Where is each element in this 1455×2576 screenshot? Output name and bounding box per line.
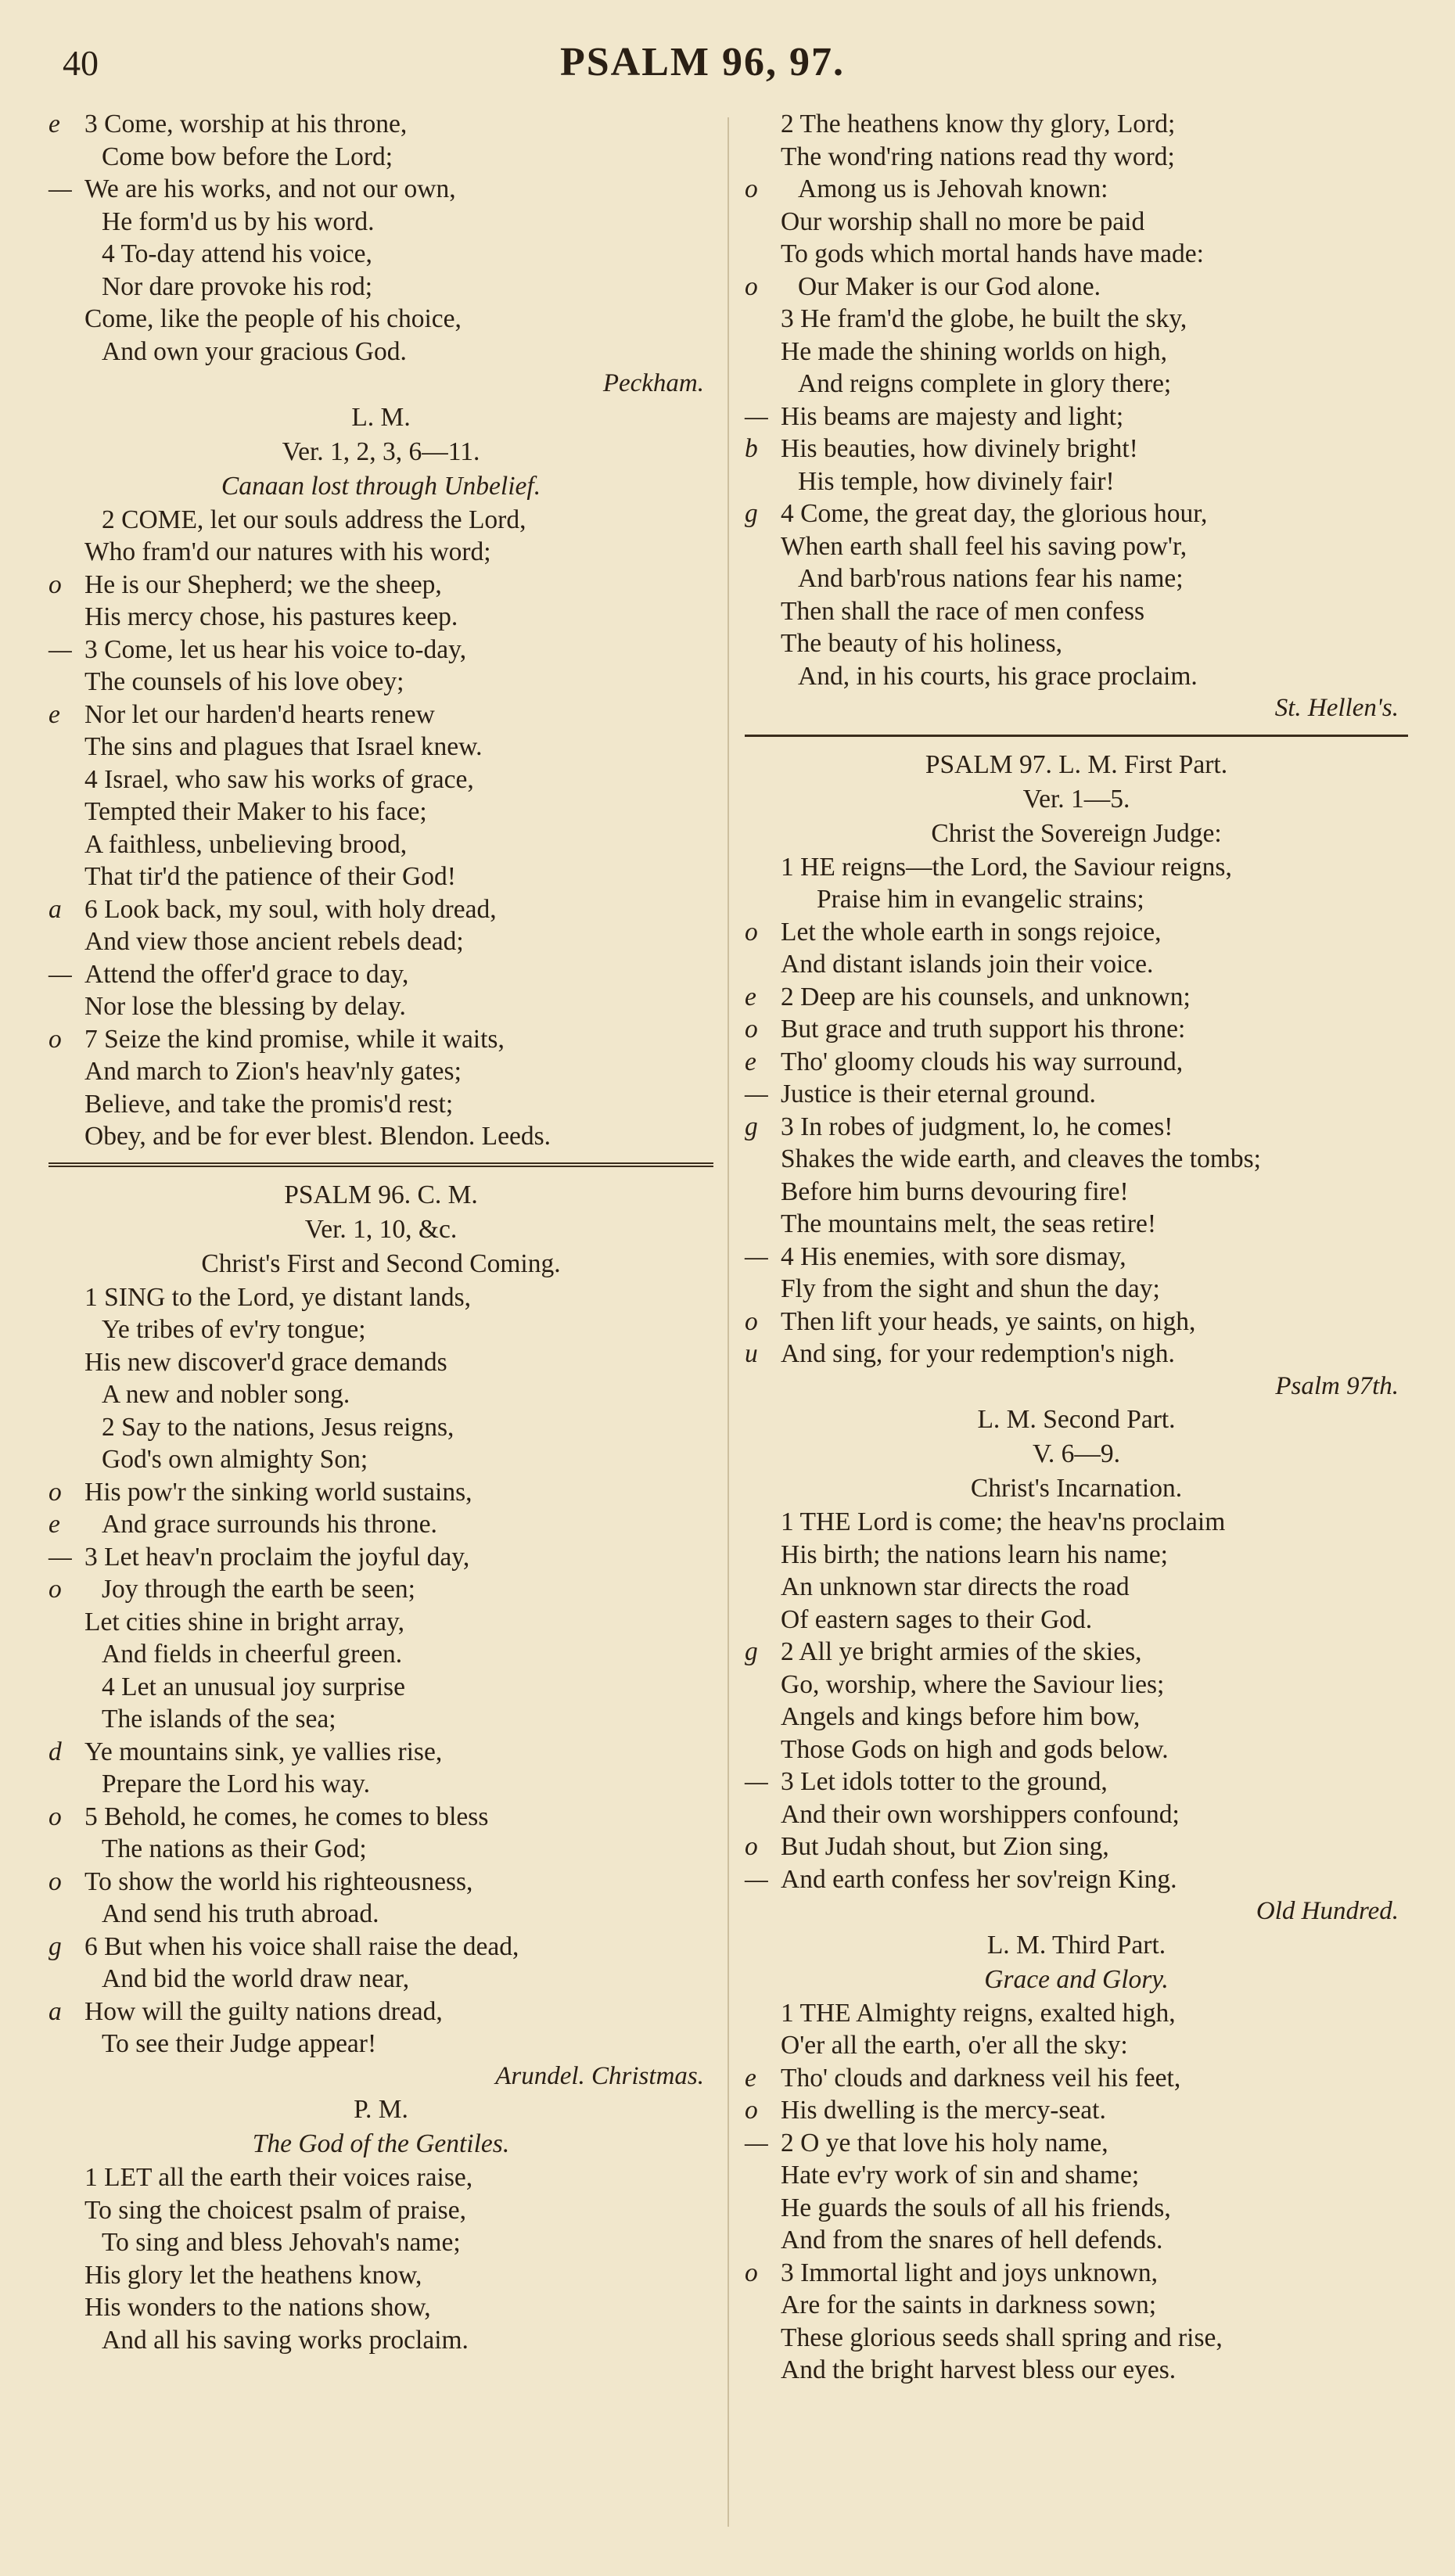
verse-text: 3 Come, worship at his throne, <box>84 110 408 138</box>
dynamic-marking: g <box>745 499 758 528</box>
column-divider <box>728 117 729 2527</box>
verse-line <box>745 1306 1408 1338</box>
dynamic-marking: — <box>745 2128 768 2157</box>
dynamic-marking: g <box>745 1112 758 1141</box>
verse-line <box>48 1866 713 1899</box>
verse-text: Fly from the sight and shun the day; <box>781 1274 1160 1303</box>
verse-line <box>745 1046 1408 1079</box>
verse-line <box>745 368 1408 401</box>
verse-text: His beauties, how divinely bright! <box>781 434 1138 463</box>
verse-text: God's own almighty Son; <box>102 1445 368 1474</box>
section-heading: PSALM 97. L. M. First Part. <box>925 749 1228 779</box>
verse-line <box>48 303 713 336</box>
verse-line <box>745 465 1408 498</box>
dynamic-marking: u <box>745 1339 758 1368</box>
verse-text: To show the world his righteousness, <box>84 1866 473 1896</box>
verse-text: 1 THE Almighty reigns, exalted high, <box>781 1998 1176 2028</box>
tune-name: Arundel. Christmas. <box>495 2061 704 2090</box>
verse-text: Tempted their Maker to his face; <box>84 797 427 826</box>
page-number: 40 <box>63 43 99 83</box>
verse-line <box>745 2127 1408 2160</box>
verse-text: Attend the offer'd grace to day, <box>84 959 409 989</box>
verse-line <box>745 1798 1408 1831</box>
dynamic-marking: e <box>48 1510 60 1539</box>
verse-text: We are his works, and not our own, <box>84 174 456 203</box>
verse-line <box>745 271 1408 304</box>
dynamic-marking: — <box>745 1864 768 1894</box>
verse-line <box>745 1143 1408 1176</box>
verse-text: Praise him in evangelic strains; <box>817 885 1144 914</box>
verse-line <box>48 1443 713 1476</box>
verse-text: Justice is their eternal ground. <box>781 1080 1096 1108</box>
verse-line <box>745 660 1408 693</box>
verse-text: And, in his courts, his grace proclaim. <box>798 661 1198 691</box>
verse-line <box>745 1831 1408 1863</box>
verse-line <box>745 1734 1408 1766</box>
verse-text: And distant islands join their voice. <box>781 950 1154 979</box>
verse-line <box>48 1963 713 1996</box>
verse-line <box>48 173 713 206</box>
verse-text: He made the shining worlds on high, <box>781 336 1168 366</box>
page-title: PSALM 96, 97. <box>560 40 845 84</box>
dynamic-marking: e <box>48 110 60 138</box>
verse-text: Obey, and be for ever blest. Blendon. Leeds. <box>84 1122 551 1151</box>
section-heading: Christ's First and Second Coming. <box>201 1248 561 1278</box>
dynamic-marking: — <box>48 959 72 989</box>
verse-text: And barb'rous nations fear his name; <box>798 564 1184 593</box>
verse-line <box>745 1506 1408 1539</box>
verse-text: 2 COME, let our souls address the Lord, <box>102 505 526 534</box>
verse-line <box>48 569 713 602</box>
verse-text: 4 To-day attend his voice, <box>102 239 372 268</box>
dynamic-marking: o <box>745 271 758 301</box>
verse-text: Our worship shall no more be paid <box>781 207 1145 236</box>
verse-text: And sing, for your redemption's nigh. <box>781 1339 1175 1368</box>
verse-line <box>48 1833 713 1866</box>
verse-line <box>48 141 713 174</box>
section-rule <box>745 735 1408 737</box>
verse-text: 3 In robes of judgment, lo, he comes! <box>781 1112 1173 1141</box>
verse-line <box>745 206 1408 239</box>
verse-text: The nations as their God; <box>102 1834 367 1863</box>
dynamic-marking: o <box>48 1866 62 1896</box>
verse-line <box>745 2354 1408 2387</box>
verse-line <box>745 498 1408 530</box>
verse-text: And view those ancient rebels dead; <box>84 927 464 956</box>
verse-text: Come, like the people of his choice, <box>84 304 462 333</box>
verse-line <box>48 1476 713 1509</box>
verse-line <box>745 1571 1408 1604</box>
verse-line <box>48 2324 713 2357</box>
verse-text: To sing the choicest psalm of praise, <box>84 2195 466 2225</box>
dynamic-marking: o <box>745 1832 758 1861</box>
verse-line <box>48 271 713 304</box>
verse-text: Then lift your heads, ye saints, on high, <box>781 1306 1196 1336</box>
dynamic-marking: e <box>48 699 60 729</box>
verse-text: And march to Zion's heav'nly gates; <box>84 1057 462 1086</box>
verse-line <box>48 1768 713 1801</box>
left-column <box>48 108 713 2356</box>
verse-text: The beauty of his holiness, <box>781 629 1063 658</box>
verse-line <box>745 2257 1408 2290</box>
verse-text: 4 Let an unusual joy surprise <box>102 1672 405 1701</box>
verse-text: When earth shall feel his saving pow'r, <box>781 531 1187 561</box>
verse-text: 1 LET all the earth their voices raise, <box>84 2163 473 2192</box>
verse-line <box>48 238 713 271</box>
section-heading: Christ the Sovereign Judge: <box>931 818 1222 848</box>
verse-text: Joy through the earth be seen; <box>102 1575 415 1604</box>
verse-line <box>745 2192 1408 2225</box>
verse-line <box>745 595 1408 628</box>
verse-text: And their own worshippers confound; <box>781 1799 1180 1829</box>
verse-text: 4 His enemies, with sore dismay, <box>781 1241 1126 1271</box>
verse-text: 4 Israel, who saw his works of grace, <box>84 764 474 794</box>
verse-text: Our Maker is our God alone. <box>798 271 1101 301</box>
section-heading: P. M. <box>354 2095 408 2124</box>
verse-text: And the bright harvest bless our eyes. <box>781 2355 1177 2384</box>
verse-line <box>48 2259 713 2292</box>
verse-text: To see their Judge appear! <box>102 2029 377 2058</box>
verse-line <box>48 1703 713 1736</box>
verse-line <box>745 141 1408 174</box>
verse-line <box>48 666 713 699</box>
verse-line <box>48 1120 713 1153</box>
verse-text: Hate ev'ry work of sin and shame; <box>781 2161 1140 2190</box>
verse-text: Come bow before the Lord; <box>102 142 393 171</box>
verse-text: He form'd us by his word. <box>102 207 375 236</box>
verse-text: His pow'r the sinking world sustains, <box>84 1477 472 1507</box>
dynamic-marking: a <box>48 1996 62 2026</box>
dynamic-marking: o <box>48 1575 62 1604</box>
verse-line <box>48 828 713 861</box>
verse-text: The islands of the sea; <box>102 1705 336 1734</box>
verse-text: And from the snares of hell defends. <box>781 2226 1163 2254</box>
dynamic-marking: — <box>48 634 72 664</box>
verse-line <box>745 916 1408 949</box>
verse-line <box>48 2226 713 2259</box>
verse-line <box>48 1281 713 1314</box>
verse-text: 1 HE reigns—the Lord, the Saviour reigns, <box>781 852 1232 882</box>
verse-text: Who fram'd our natures with his word; <box>84 537 491 566</box>
verse-text: A faithless, unbelieving brood, <box>84 829 408 859</box>
verse-text: Those Gods on high and gods below. <box>781 1734 1169 1764</box>
dynamic-marking: — <box>745 1080 768 1108</box>
verse-line <box>745 1701 1408 1734</box>
verse-text: That tir'd the patience of their God! <box>84 862 456 891</box>
verse-line <box>48 108 713 141</box>
verse-text: Angels and kings before him bow, <box>781 1702 1141 1731</box>
verse-text: But Judah shout, but Zion sing, <box>781 1832 1109 1861</box>
section-heading: PSALM 96. C. M. <box>284 1180 478 1209</box>
verse-line <box>745 238 1408 271</box>
section-heading: The God of the Gentiles. <box>252 2129 510 2158</box>
dynamic-marking: b <box>745 434 758 463</box>
dynamic-marking: o <box>745 1015 758 1044</box>
verse-text: 6 But when his voice shall raise the dead, <box>84 1931 519 1961</box>
section-heading: Ver. 1—5. <box>1022 784 1130 814</box>
verse-line <box>48 1931 713 1963</box>
verse-line <box>745 2094 1408 2127</box>
tune-name: Peckham. <box>602 369 704 397</box>
verse-text: He guards the souls of all his friends, <box>781 2193 1171 2222</box>
verse-text: Among us is Jehovah known: <box>798 174 1108 203</box>
verse-line <box>48 1346 713 1379</box>
verse-line <box>745 2224 1408 2257</box>
right-column <box>745 108 1408 2387</box>
verse-line <box>48 504 713 537</box>
verse-line <box>48 1898 713 1931</box>
verse-line <box>48 925 713 958</box>
dynamic-marking: — <box>745 1241 768 1271</box>
verse-text: 5 Behold, he comes, he comes to bless <box>84 1802 489 1831</box>
verse-line <box>48 1573 713 1606</box>
verse-line <box>745 851 1408 884</box>
verse-line <box>745 1013 1408 1046</box>
section-heading: L. M. Third Part. <box>986 1930 1166 1960</box>
verse-line <box>745 627 1408 660</box>
verse-text: Nor dare provoke his rod; <box>102 271 373 301</box>
verse-line <box>48 1313 713 1346</box>
verse-line <box>48 2161 713 2194</box>
verse-text: Then shall the race of men confess <box>781 596 1145 626</box>
verse-text: Are for the saints in darkness sown; <box>781 2290 1157 2319</box>
verse-text: The mountains melt, the seas retire! <box>781 1209 1157 1238</box>
verse-text: 7 Seize the kind promise, while it waits, <box>84 1024 505 1054</box>
verse-text: The sins and plagues that Israel knew. <box>84 732 483 761</box>
verse-text: 1 THE Lord is come; the heav'ns proclaim <box>781 1507 1226 1536</box>
verse-text: To gods which mortal hands have made: <box>781 239 1204 268</box>
verse-line <box>745 948 1408 981</box>
dynamic-marking: g <box>48 1931 62 1961</box>
verse-line <box>48 1541 713 1574</box>
verse-line <box>48 1088 713 1121</box>
verse-line <box>48 2291 713 2324</box>
verse-text: He is our Shepherd; we the sheep, <box>84 569 442 599</box>
verse-line <box>48 1736 713 1769</box>
verse-text: An unknown star directs the road <box>781 1572 1130 1601</box>
verse-line <box>48 1378 713 1411</box>
verse-text: 3 Let heav'n proclaim the joyful day, <box>84 1542 470 1572</box>
verse-text: Tho' clouds and darkness veil his feet, <box>781 2063 1181 2093</box>
verse-line <box>48 1023 713 1056</box>
verse-text: The counsels of his love obey; <box>84 667 404 696</box>
verse-text: Nor let our harden'd hearts renew <box>84 699 435 729</box>
verse-text: 2 The heathens know thy glory, Lord; <box>781 110 1176 138</box>
dynamic-marking: o <box>745 1306 758 1336</box>
dynamic-marking: e <box>745 982 756 1011</box>
verse-line <box>48 893 713 926</box>
verse-line <box>745 1176 1408 1209</box>
verse-text: His wonders to the nations show, <box>84 2293 431 2322</box>
verse-text: Let the whole earth in songs rejoice, <box>781 917 1162 947</box>
verse-line <box>48 796 713 828</box>
verse-text: Tho' gloomy clouds his way surround, <box>781 1047 1184 1076</box>
verse-text: O'er all the earth, o'er all the sky: <box>781 2031 1128 2060</box>
verse-text: 2 O ye that love his holy name, <box>781 2128 1108 2157</box>
verse-line <box>745 981 1408 1014</box>
verse-line <box>745 1997 1408 2030</box>
dynamic-marking: e <box>745 2063 756 2093</box>
verse-line <box>745 562 1408 595</box>
section-heading: L. M. Second Part. <box>977 1405 1176 1434</box>
verse-line <box>48 1055 713 1088</box>
section-rule <box>48 1162 713 1167</box>
verse-line <box>48 601 713 634</box>
verse-line <box>745 433 1408 465</box>
verse-text: To sing and bless Jehovah's name; <box>102 2228 461 2257</box>
verse-line <box>48 336 713 368</box>
verse-text: The wond'ring nations read thy word; <box>781 142 1175 171</box>
verse-text: Nor lose the blessing by delay. <box>84 992 406 1021</box>
verse-line <box>745 2322 1408 2355</box>
dynamic-marking: o <box>745 2096 758 2125</box>
verse-line <box>745 401 1408 433</box>
verse-text: 3 Let idols totter to the ground, <box>781 1767 1108 1796</box>
verse-text: 2 All ye bright armies of the skies, <box>781 1637 1142 1666</box>
verse-text: 1 SING to the Lord, ye distant lands, <box>84 1282 472 1312</box>
verse-line <box>745 1766 1408 1798</box>
verse-text: 2 Say to the nations, Jesus reigns, <box>102 1412 454 1442</box>
verse-text: Shakes the wide earth, and cleaves the tombs; <box>781 1144 1261 1173</box>
dynamic-marking: o <box>48 1802 62 1831</box>
verse-line <box>745 1273 1408 1306</box>
verse-text: His beams are majesty and light; <box>781 401 1124 431</box>
verse-line <box>48 990 713 1023</box>
verse-line <box>745 883 1408 916</box>
dynamic-marking: o <box>48 569 62 599</box>
verse-text: Ye mountains sink, ye vallies rise, <box>84 1737 443 1766</box>
verse-text: And grace surrounds his throne. <box>102 1510 437 1539</box>
verse-line <box>745 1078 1408 1111</box>
verse-line <box>745 1338 1408 1371</box>
dynamic-marking: — <box>48 1542 72 1572</box>
verse-text: Prepare the Lord his way. <box>102 1769 370 1798</box>
verse-line <box>745 336 1408 368</box>
verse-line <box>745 1863 1408 1896</box>
verse-text: 2 Deep are his counsels, and unknown; <box>781 982 1191 1011</box>
verse-line <box>745 1208 1408 1241</box>
dynamic-marking: o <box>745 2258 758 2287</box>
verse-line <box>745 530 1408 563</box>
verse-text: But grace and truth support his throne: <box>781 1015 1186 1044</box>
verse-line <box>745 2289 1408 2322</box>
dynamic-marking: o <box>745 917 758 947</box>
dynamic-marking: d <box>48 1737 62 1766</box>
section-heading: Ver. 1, 10, &c. <box>304 1214 458 1244</box>
verse-text: A new and nobler song. <box>102 1380 350 1409</box>
verse-line <box>48 2194 713 2227</box>
verse-line <box>745 173 1408 206</box>
verse-text: His mercy chose, his pastures keep. <box>84 602 458 631</box>
verse-line <box>48 1801 713 1834</box>
verse-text: And bid the world draw near, <box>102 1964 410 1993</box>
verse-text: Ye tribes of ev'ry tongue; <box>102 1315 366 1344</box>
verse-text: Believe, and take the promis'd rest; <box>84 1089 454 1119</box>
verse-line <box>48 860 713 893</box>
verse-text: 3 Come, let us hear his voice to-day, <box>84 634 467 664</box>
verse-line <box>745 303 1408 336</box>
section-heading: Canaan lost through Unbelief. <box>221 471 541 501</box>
dynamic-marking: o <box>745 174 758 203</box>
verse-text: Let cities shine in bright array, <box>84 1607 405 1636</box>
verse-line <box>48 1411 713 1444</box>
verse-line <box>48 1996 713 2028</box>
verse-text: Go, worship, where the Saviour lies; <box>781 1669 1165 1699</box>
verse-text: These glorious seeds shall spring and rise, <box>781 2323 1223 2352</box>
verse-text: His birth; the nations learn his name; <box>781 1539 1168 1569</box>
verse-text: How will the guilty nations dread, <box>84 1996 443 2026</box>
verse-text: His glory let the heathens know, <box>84 2260 422 2290</box>
section-heading: Christ's Incarnation. <box>970 1474 1183 1503</box>
dynamic-marking: — <box>745 1767 768 1796</box>
tune-name: Old Hundred. <box>1256 1897 1399 1925</box>
verse-line <box>48 634 713 666</box>
verse-text: His temple, how divinely fair! <box>798 466 1115 496</box>
verse-line <box>745 1604 1408 1636</box>
verse-line <box>48 536 713 569</box>
verse-line <box>745 1111 1408 1144</box>
verse-line <box>48 731 713 763</box>
section-heading: L. M. <box>351 402 411 432</box>
verse-text: Of eastern sages to their God. <box>781 1604 1093 1634</box>
verse-line <box>48 1638 713 1671</box>
verse-text: And earth confess her sov'reign King. <box>781 1864 1177 1894</box>
verse-line <box>48 206 713 239</box>
section-heading: V. 6—9. <box>1033 1439 1120 1468</box>
verse-line <box>745 2159 1408 2192</box>
verse-text: And own your gracious God. <box>102 336 407 366</box>
dynamic-marking: o <box>48 1024 62 1054</box>
tune-name: Psalm 97th. <box>1275 1371 1399 1400</box>
tune-name: St. Hellen's. <box>1274 694 1399 722</box>
section-heading: Ver. 1, 2, 3, 6—11. <box>282 437 480 466</box>
verse-text: 3 He fram'd the globe, he built the sky, <box>781 304 1187 333</box>
verse-text: His dwelling is the mercy-seat. <box>781 2096 1106 2125</box>
section-heading: Grace and Glory. <box>984 1964 1169 1994</box>
verse-text: His new discover'd grace demands <box>84 1347 447 1377</box>
verse-line <box>745 1636 1408 1669</box>
verse-text: 3 Immortal light and joys unknown, <box>781 2258 1158 2287</box>
verse-line <box>48 763 713 796</box>
verse-text: Before him burns devouring fire! <box>781 1177 1129 1206</box>
verse-line <box>48 2028 713 2060</box>
verse-line <box>48 1606 713 1639</box>
verse-line <box>745 1539 1408 1572</box>
verse-line <box>745 2029 1408 2062</box>
dynamic-marking: e <box>745 1047 756 1076</box>
dynamic-marking: g <box>745 1637 758 1666</box>
verse-line <box>745 1241 1408 1274</box>
verse-text: And all his saving works proclaim. <box>102 2325 469 2355</box>
verse-text: 4 Come, the great day, the glorious hour, <box>781 499 1208 528</box>
verse-line <box>745 2062 1408 2095</box>
verse-text: And fields in cheerful green. <box>102 1640 403 1669</box>
verse-line <box>48 958 713 991</box>
verse-line <box>48 1508 713 1541</box>
verse-line <box>48 699 713 731</box>
dynamic-marking: o <box>48 1477 62 1507</box>
verse-line <box>745 1669 1408 1701</box>
verse-text: And send his truth abroad. <box>102 1899 379 1928</box>
verse-line <box>745 108 1408 141</box>
dynamic-marking: — <box>48 174 72 203</box>
verse-line <box>48 1671 713 1704</box>
dynamic-marking: — <box>745 401 768 431</box>
verse-text: And reigns complete in glory there; <box>798 369 1172 398</box>
dynamic-marking: a <box>48 894 62 924</box>
verse-text: 6 Look back, my soul, with holy dread, <box>84 894 497 924</box>
